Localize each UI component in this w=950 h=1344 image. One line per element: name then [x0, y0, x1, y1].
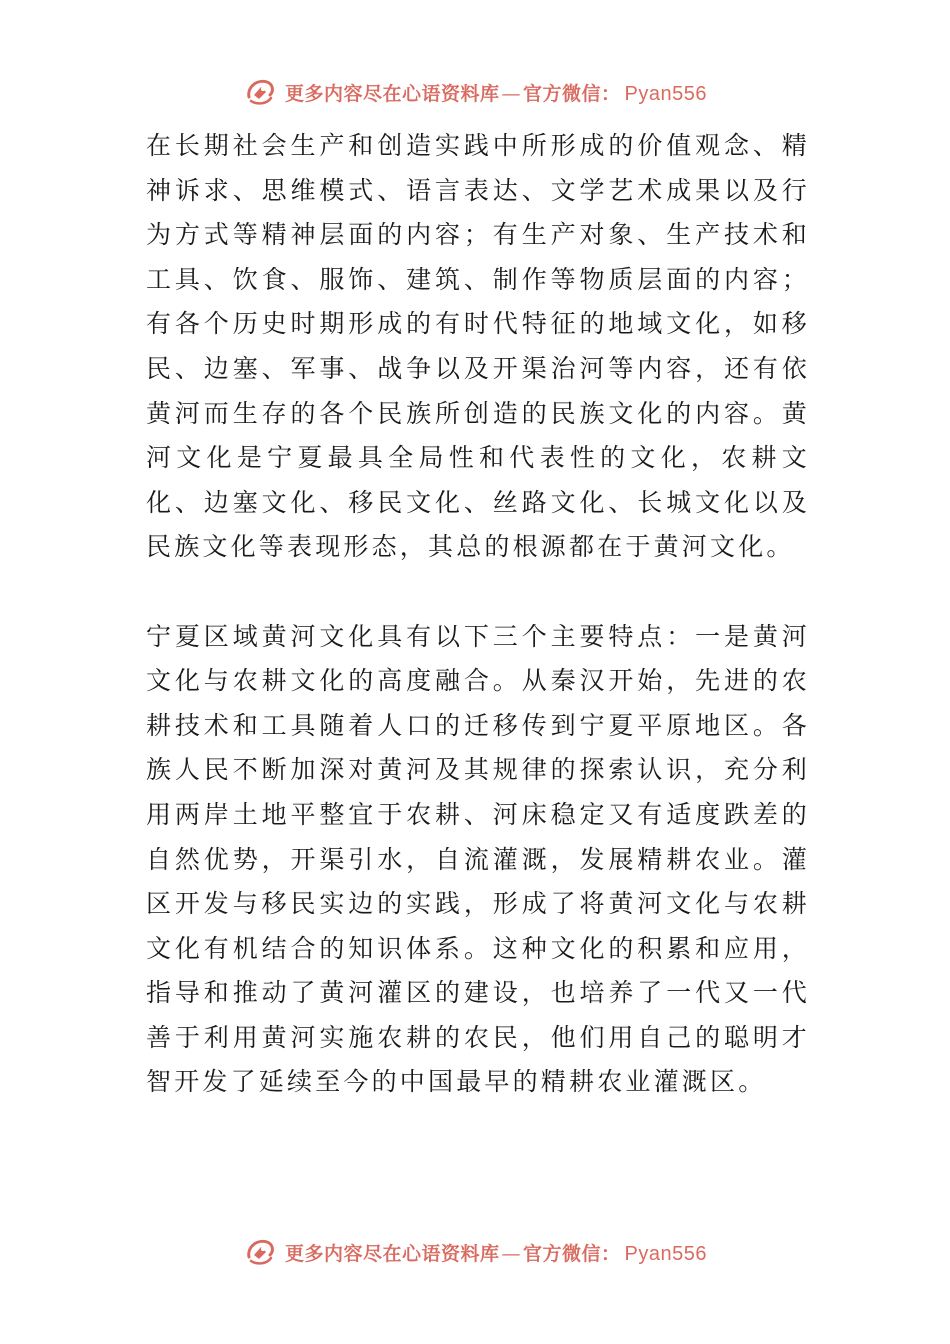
paragraph-2: 宁夏区域黄河文化具有以下三个主要特点：一是黄河文化与农耕文化的高度融合。从秦汉开始，先进的农耕技术和工具随着人口的迁移传到宁夏平原地区。各族人民不断加深对黄河及其规律的探索认识，充分利用两岸土地平整宜于农耕、河床稳定又有适度跌差的自然优势，开渠引水，自流灌溉，发展精耕农业。灌区开发与移民实边的实践，形成了将黄河文化与农耕文化有机结合的知识体系。这种文化的积累和应用，指导和推动了黄河灌区的建设，也培养了一代又一代善于利用黄河实施农耕的农民，他们用自己的聪明才智开发了延续至今的中国最早的精耕农业灌溉区。: [146, 621, 810, 1097]
watermark-separator: —: [501, 1242, 522, 1265]
watermark-wechat-id: Pyan556: [624, 1242, 707, 1265]
footer-watermark: [0, 1232, 950, 1272]
watermark-wechat-label: 官方微信：: [523, 1242, 621, 1265]
watermark-wechat-id: Pyan556: [624, 82, 707, 105]
brand-logo-icon: [243, 1235, 277, 1269]
header-watermark: [0, 72, 950, 112]
paragraph-1: 在长期社会生产和创造实践中所形成的价值观念、精神诉求、思维模式、语言表达、文学艺术成果以及行为方式等精神层面的内容；有生产对象、生产技术和工具、饮食、服饰、建筑、制作等物质层面的内容；有各个历史时期形成的有时代特征的地域文化，如移民、边塞、军事、战争以及开渠治河等内容，还有依黄河而生存的各个民族所创造的民族文化的内容。黄河文化是宁夏最具全局性和代表性的文化，农耕文化、边塞文化、移民文化、丝路文化、长城文化以及民族文化等表现形态，其总的根源都在于黄河文化。: [146, 131, 810, 562]
document-body: [146, 124, 810, 1105]
watermark-main-text: 更多内容尽在心语资料库: [285, 82, 500, 105]
watermark-text: [285, 79, 707, 106]
brand-logo-icon: [243, 75, 277, 109]
watermark-separator: —: [501, 82, 522, 105]
watermark-main-text: 更多内容尽在心语资料库: [285, 1242, 500, 1265]
watermark-wechat-label: 官方微信：: [523, 82, 621, 105]
watermark-text: [285, 1239, 707, 1266]
